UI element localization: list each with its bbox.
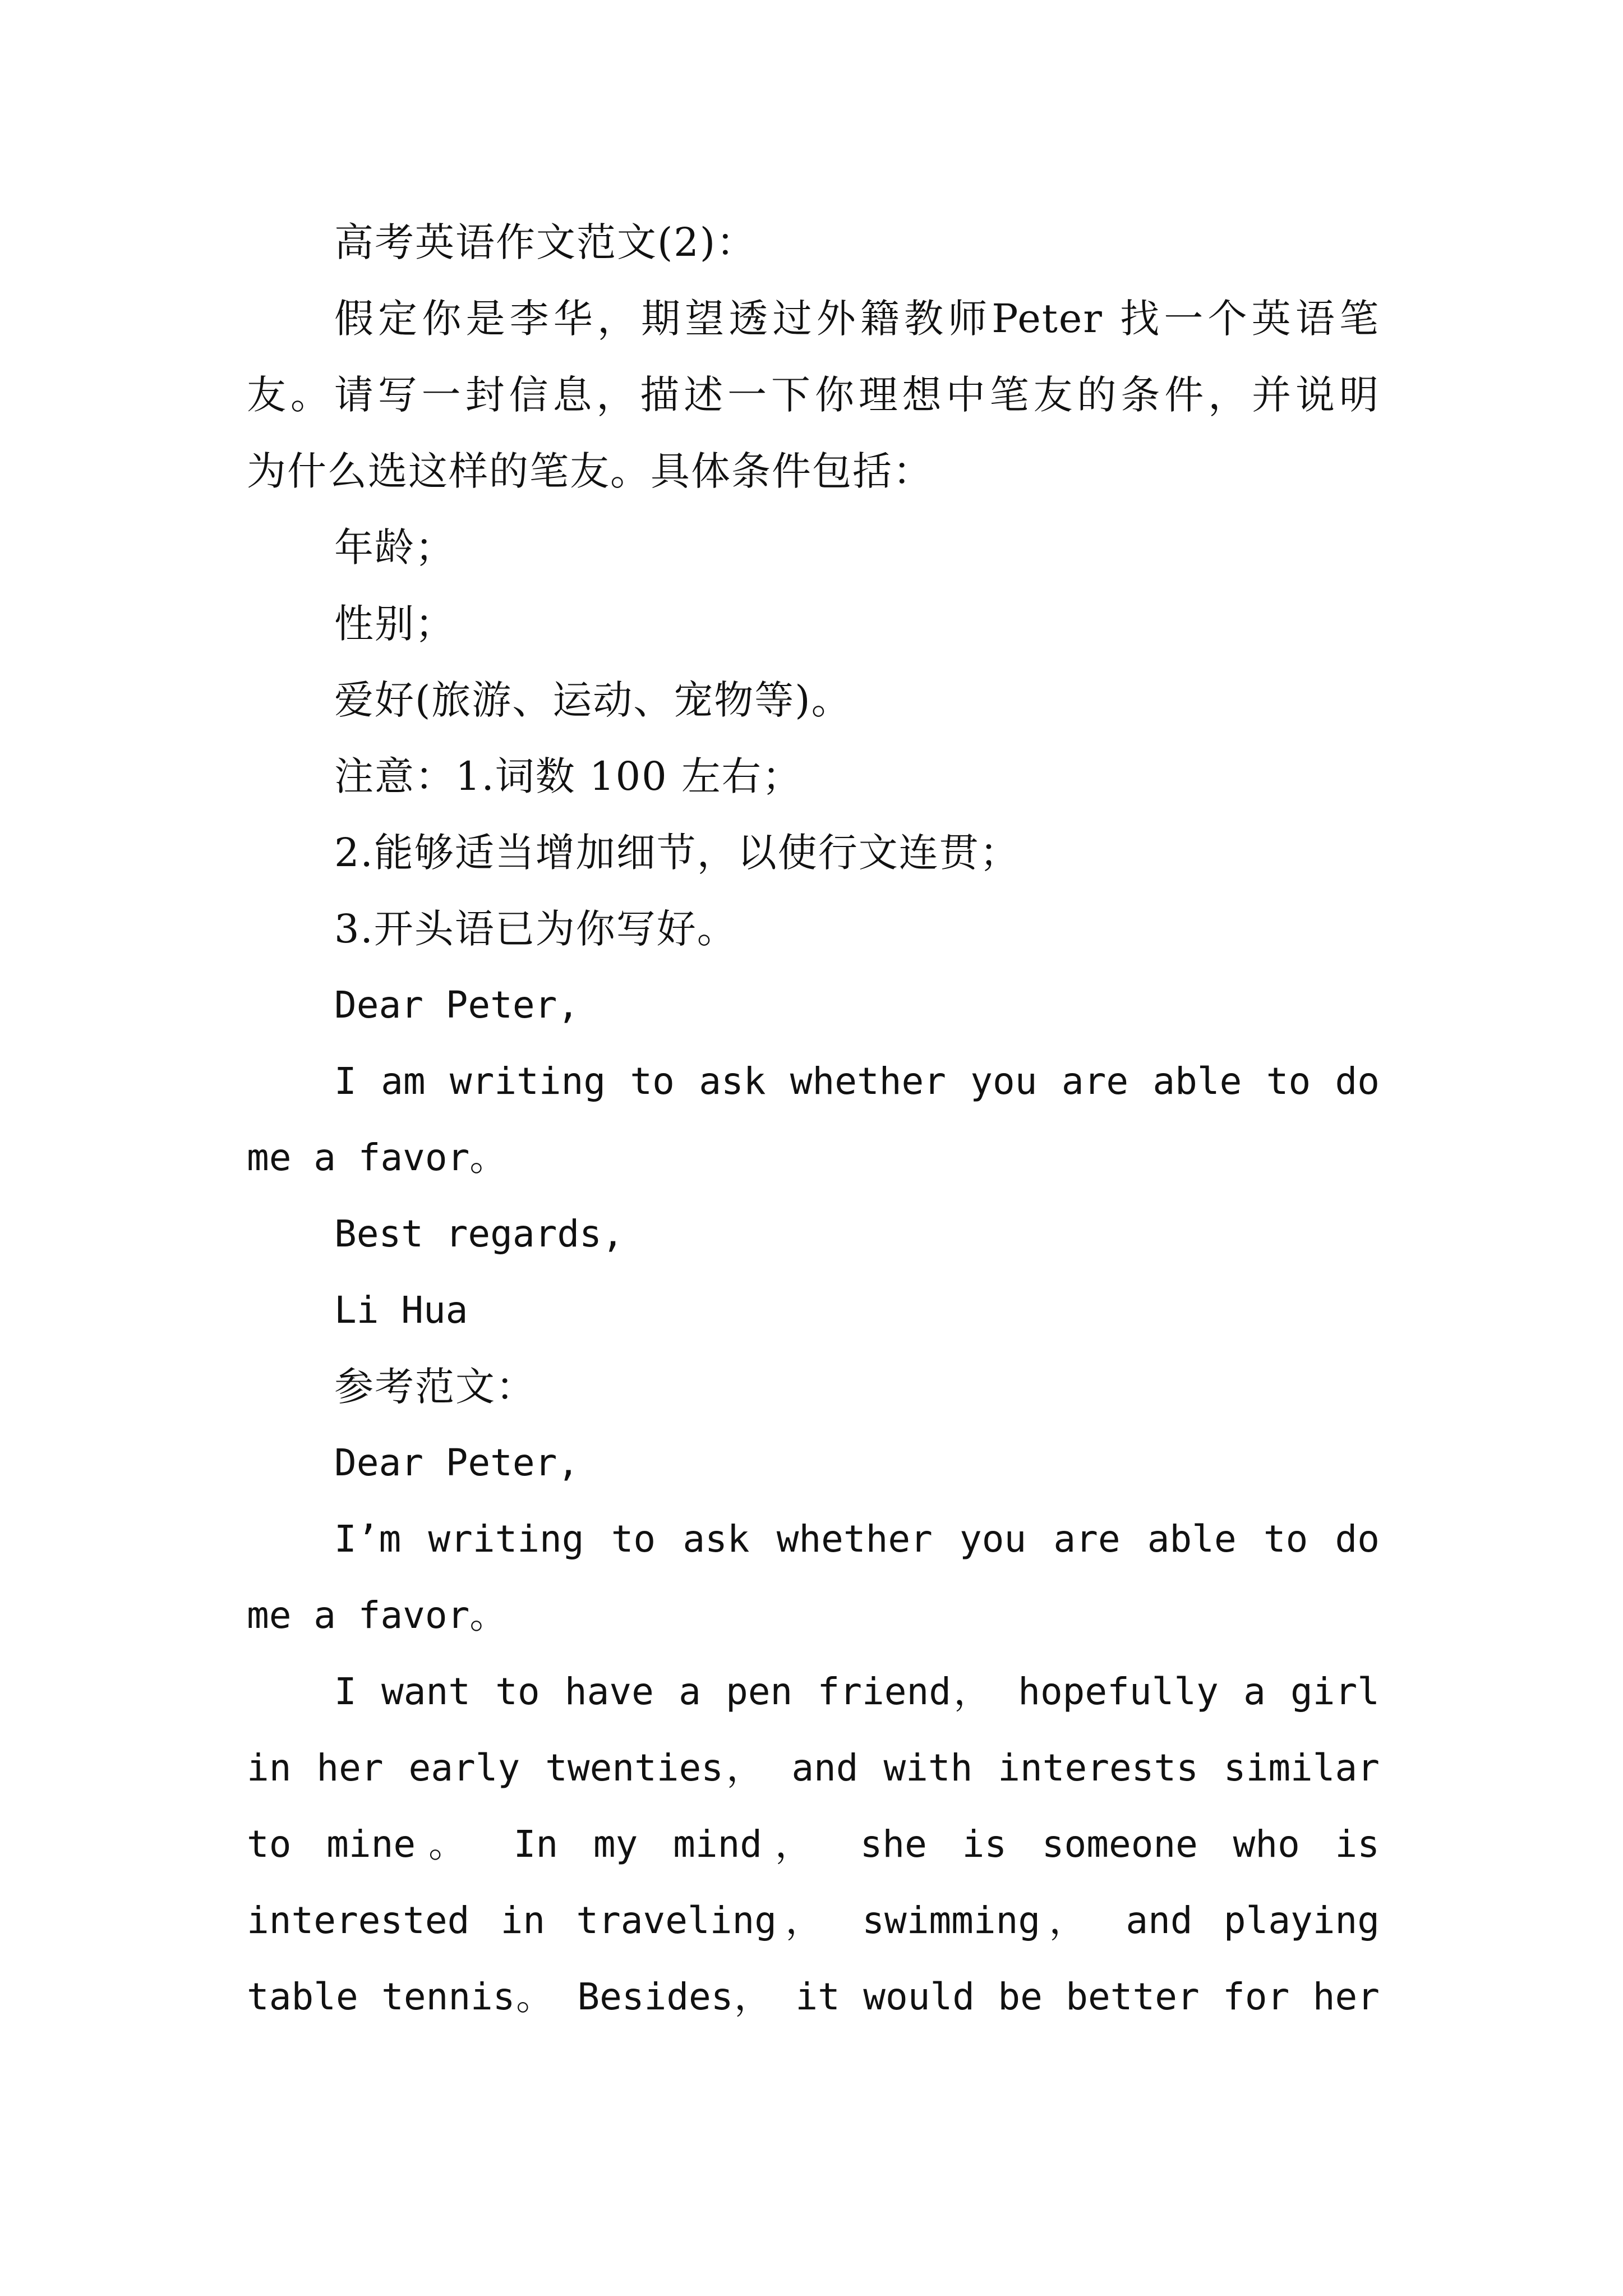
sample-line-1: I’m writing to ask whether you are able to do	[334, 1517, 1380, 1561]
sample-line-7: table tennis。 Besides， it would be better for her	[247, 1975, 1380, 2018]
sample-salutation: Dear Peter,	[334, 1441, 580, 1484]
condition-hobbies: 爱好(旅游、运动、宠物等)。	[334, 677, 852, 723]
sample-line-3: I want to have a pen friend， hopefully a girl	[334, 1670, 1380, 1713]
note-3: 3.开头语已为你写好。	[334, 906, 737, 952]
letter-signature: Li Hua	[334, 1289, 468, 1332]
letter-opening-line-1: I am writing to ask whether you are able to do	[334, 1060, 1380, 1103]
letter-salutation: Dear Peter,	[334, 983, 580, 1027]
note-2: 2.能够适当增加细节，以使行文连贯；	[334, 830, 1020, 876]
note-1: 注意：1.词数 100 左右；	[334, 753, 803, 799]
sample-line-2: me a favor。	[247, 1594, 507, 1637]
condition-gender: 性别；	[334, 601, 455, 647]
prompt-line-2: 友。请写一封信息，描述一下你理想中笔友的条件，并说明	[247, 372, 1380, 418]
section-heading: 高考英语作文范文(2)：	[334, 219, 757, 265]
condition-age: 年龄；	[334, 524, 455, 570]
letter-opening-line-2: me a favor。	[247, 1136, 507, 1179]
sample-line-5: to mine。 In my mind， she is someone who is	[247, 1823, 1380, 1866]
sample-line-6: interested in traveling， swimming， and playing	[247, 1899, 1380, 1942]
prompt-line-1: 假定你是李华，期望透过外籍教师Peter 找一个英语笔	[334, 296, 1380, 342]
prompt-line-3: 为什么选这样的笔友。具体条件包括：	[247, 448, 933, 494]
letter-closing: Best regards,	[334, 1212, 624, 1255]
sample-line-4: in her early twenties， and with interests similar	[247, 1746, 1380, 1789]
sample-heading: 参考范文：	[334, 1364, 536, 1410]
